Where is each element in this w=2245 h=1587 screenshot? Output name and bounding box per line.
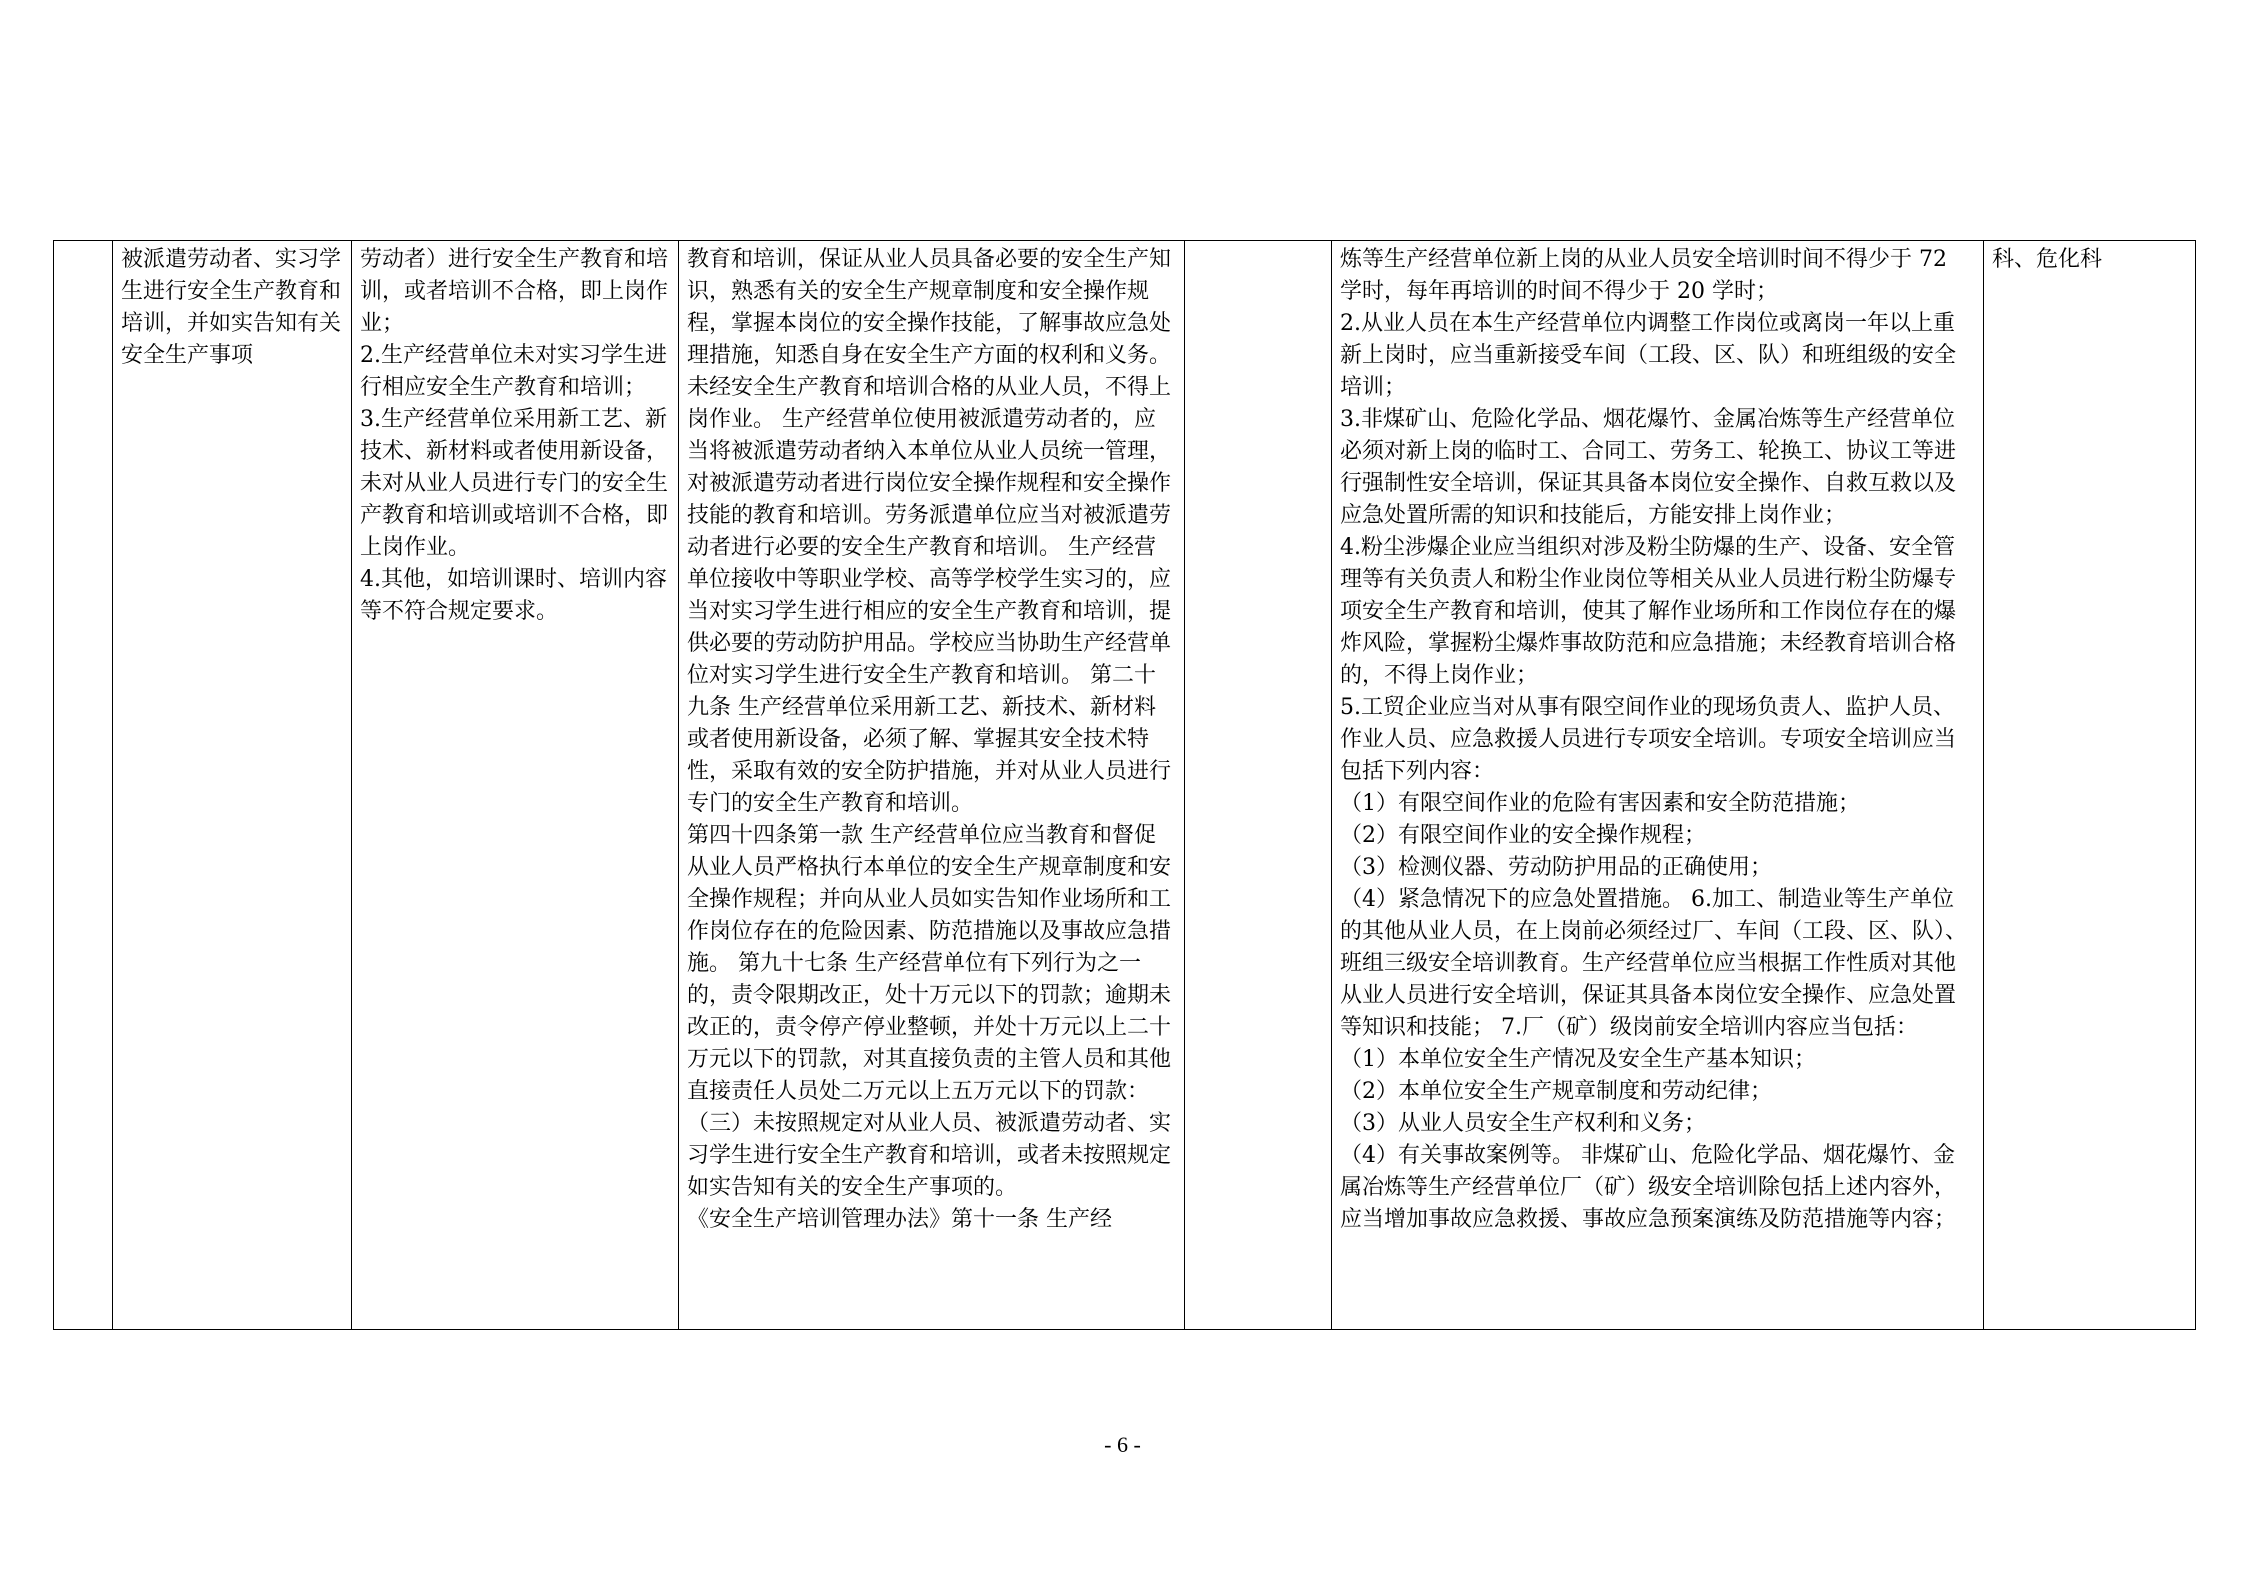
- table-cell-violation-description: [352, 241, 679, 1330]
- page-number: - 6 -: [1104, 1432, 1141, 1457]
- cell-text: 教育和培训，保证从业人员具备必要的安全生产知识，熟悉有关的安全生产规章制度和安全操作规程，掌握本岗位的安全操作技能，了解事故应急处理措施，知悉自身在安全生产方面的权利和义务。未经安全生产教育和培训合格的从业人员，不得上岗作业。 生产经营单位使用被派遣劳动者的，应当将被派遣劳动者纳入本单位从业人员统一管理，对被派遣劳动者进行岗位安全操作规程和安全操作技能的教育和培训。劳务派遣单位应当对被派遣劳动者进行必要的安全生产教育和培训。 生产经营单位接收中等职业学校、高等学校学生实习的，应当对实习学生进行相应的安全生产教育和培训，提供必要的劳动防护用品。学校应当协助生产经营单位对实习学生进行安全生产教育和培训。 第二十九条 生产经营单位采用新工艺、新技术、新材料或者使用新设备，必须了解、掌握其安全技术特性，采取有效的安全防护措施，并对从业人员进行专门的安全生产教育和培训。 第四十四条第一款 生产经营单位应当教育和督促从业人员严格执行本单位的安全生产规章制度和安全操作规程；并向从业人员如实告知作业场所和工作岗位存在的危险因素、防范措施以及事故应急措施。 第九十七条 生产经营单位有下列行为之一的，责令限期改正，处十万元以下的罚款；逾期未改正的，责令停产停业整顿，并处十万元以上二十万元以下的罚款，对其直接负责的主管人员和其他直接责任人员处二万元以上五万元以下的罚款：（三）未按照规定对从业人员、被派遣劳动者、实习学生进行安全生产教育和培训，或者未按照规定如实告知有关的安全生产事项的。 《安全生产培训管理办法》第十一条 生产经: [687, 247, 1172, 1232]
- table-cell-check-item: [113, 241, 352, 1330]
- cell-text: 劳动者）进行安全生产教育和培训，或者培训不合格，即上岗作业； 2.生产经营单位未对实习学生进行相应安全生产教育和培训； 3.生产经营单位采用新工艺、新技术、新材料或者使用新设备，未对从业人员进行专门的安全生产教育和培训或培训不合格，即上岗作业。 4.其他，如培训课时、培训内容等不符合规定要求。: [360, 247, 669, 624]
- cell-text: 炼等生产经营单位新上岗的从业人员安全培训时间不得少于 72 学时，每年再培训的时间不得少于 20 学时； 2.从业人员在本生产经营单位内调整工作岗位或离岗一年以上重新上岗时，应当重新接受车间（工段、区、队）和班组级的安全培训； 3.非煤矿山、危险化学品、烟花爆竹、金属冶炼等生产经营单位必须对新上岗的临时工、合同工、劳务工、轮换工、协议工等进行强制性安全培训，保证其具备本岗位安全操作、自救互救以及应急处置所需的知识和技能后，方能安排上岗作业； 4.粉尘涉爆企业应当组织对涉及粉尘防爆的生产、设备、安全管理等有关负责人和粉尘作业岗位等相关从业人员进行粉尘防爆专项安全生产教育和培训，使其了解作业场所和工作岗位存在的爆炸风险，掌握粉尘爆炸事故防范和应急措施；未经教育培训合格的，不得上岗作业； 5.工贸企业应当对从事有限空间作业的现场负责人、监护人员、作业人员、应急救援人员进行专项安全培训。专项安全培训应当包括下列内容： （1）有限空间作业的危险有害因素和安全防范措施； （2）有限空间作业的安全操作规程； （3）检测仪器、劳动防护用品的正确使用； （4）紧急情况下的应急处置措施。 6.加工、制造业等生产单位的其他从业人员，在上岗前必须经过厂、车间（工段、区、队）、班组三级安全培训教育。生产经营单位应当根据工作性质对其他从业人员进行安全培训，保证其具备本岗位安全操作、应急处置等知识和技能； 7.厂（矿）级岗前安全培训内容应当包括： （1）本单位安全生产情况及安全生产基本知识； （2）本单位安全生产规章制度和劳动纪律； （3）从业人员安全生产权利和义务； （4）有关事故案例等。 非煤矿山、危险化学品、烟花爆竹、金属冶炼等生产经营单位厂（矿）级安全培训除包括上述内容外，应当增加事故应急救援、事故应急预案演练及防范措施等内容；: [1340, 247, 1968, 1232]
- cell-text: 科、危化科: [1992, 247, 2103, 272]
- table-cell-index: [54, 241, 113, 1330]
- cell-text: 被派遣劳动者、实习学生进行安全生产教育和培训，并如实告知有关安全生产事项: [121, 247, 342, 368]
- table-cell-standard-requirements: [1332, 241, 1984, 1330]
- table-cell-legal-basis: [679, 241, 1185, 1330]
- table-cell-responsible-department: [1984, 241, 2196, 1330]
- table-row: [54, 241, 2196, 1330]
- table-cell-empty: [1185, 241, 1332, 1330]
- regulation-table: [53, 240, 2196, 1330]
